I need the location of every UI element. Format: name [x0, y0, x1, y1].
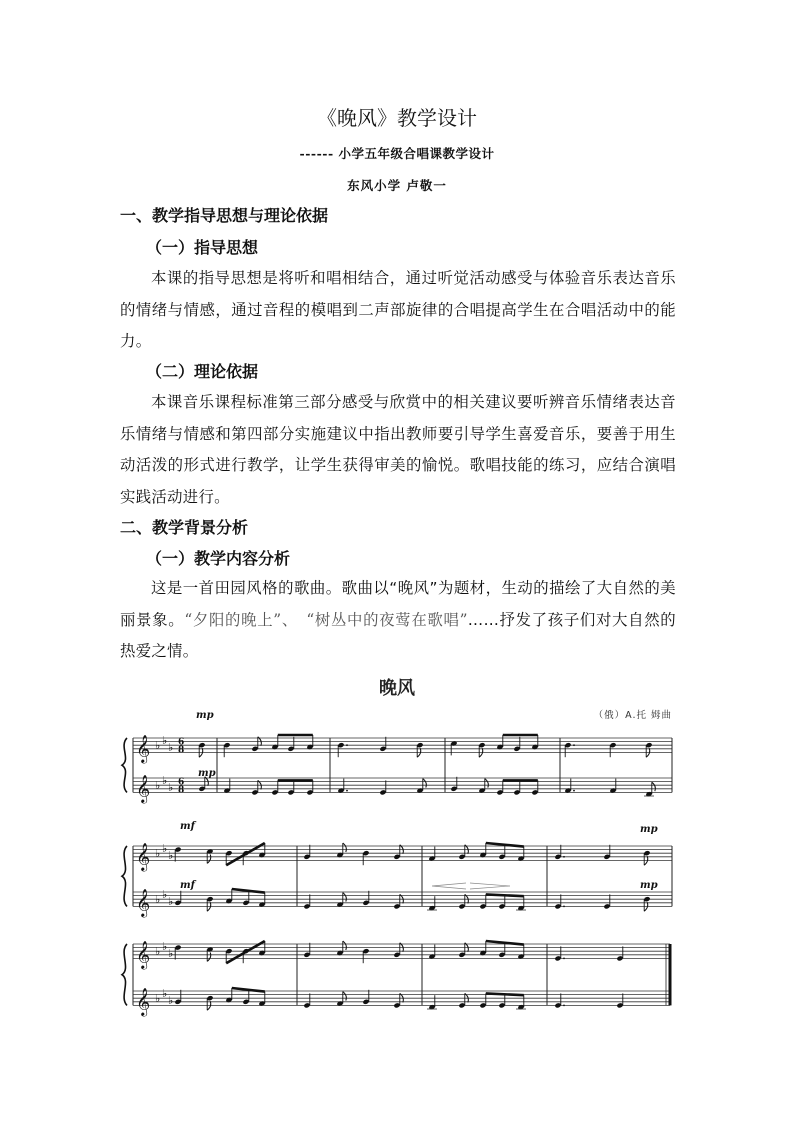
flat-icon: ♭ [168, 947, 174, 960]
time-signature-bottom: 8 [178, 745, 185, 756]
time-signature-top: 6 [178, 777, 185, 788]
time-signature-top: 6 [178, 737, 185, 748]
flat-icon: ♭ [168, 895, 174, 908]
flat-icon: ♭ [155, 893, 161, 907]
time-signature-bottom: 8 [178, 785, 185, 796]
text-part: ……抒发了孩子们对大自然的热爱之情。 [120, 610, 676, 660]
flat-icon: ♭ [162, 841, 168, 855]
brace-icon [122, 738, 127, 792]
beam [486, 993, 524, 995]
treble-clef-icon: 𝄞 [136, 888, 151, 917]
document-title: 《晚风》教学设计 [317, 106, 477, 130]
flat-icon: ♭ [162, 939, 168, 953]
treble-clef-icon: 𝄞 [136, 987, 151, 1016]
paragraph-guiding-idea: 本课的指导思想是将听和唱相结合，通过听觉活动感受与体验音乐表达音乐的情绪与情感，通过音程的模唱到二声部旋律的合唱提高学生在合唱活动中的能力。 [120, 269, 676, 350]
quote-sunset-evening: “夕阳的晚上”、 [184, 610, 291, 629]
flat-icon: ♭ [168, 849, 174, 862]
beam [486, 894, 524, 896]
score-title: 晚风 [379, 678, 415, 699]
quote-nightingale: “树丛中的夜莺在歌唱” [306, 610, 468, 629]
dynamic-marking: mf [180, 821, 195, 832]
flat-icon: ♭ [155, 739, 161, 753]
dynamic-marking: mf [180, 880, 195, 891]
treble-clef-icon: 𝄞 [136, 734, 151, 763]
flat-icon: ♭ [162, 733, 168, 747]
flat-icon: ♭ [155, 847, 161, 861]
flat-icon: ♭ [155, 945, 161, 959]
flat-icon: ♭ [168, 741, 174, 754]
dynamic-marking: mp [196, 710, 214, 721]
flat-icon: ♭ [168, 781, 174, 794]
treble-clef-icon: 𝄞 [136, 842, 151, 871]
text-part: 这是一首田园风格的歌曲。歌曲以“晚风”为题材，生动的描绘了大自然的美丽景象。 [120, 579, 676, 629]
subsection-heading-2-1: （一）教学内容分析 [146, 549, 291, 568]
subsection-heading-1-2: （二）理论依据 [146, 362, 259, 381]
flat-icon: ♭ [162, 887, 168, 901]
document-author: 东风小学 卢敬一 [347, 178, 447, 193]
flat-icon: ♭ [155, 779, 161, 793]
document-subtitle: ------ 小学五年级合唱课教学设计 [299, 146, 495, 161]
brace-icon [122, 846, 127, 906]
decrescendo-hairpin [470, 883, 510, 889]
section-heading-1: 一、教学指导思想与理论依据 [120, 206, 329, 225]
score-composer: （俄）A.托 姆曲 [593, 710, 672, 721]
flat-icon: ♭ [155, 992, 161, 1006]
score-system [122, 940, 670, 1017]
dynamic-marking: mp [198, 768, 216, 779]
flat-icon: ♭ [162, 986, 168, 1000]
paragraph-theory-basis: 本课音乐课程标准第三部分感受与欣赏中的相关建议要听辨音乐情绪表达音乐情绪与情感和第四部分实施建议中指出教师要引导学生喜爱音乐，要善于用生动活泼的形式进行教学，让学生获得审美的愉悦。歌唱技能的练习，应结合演唱实践活动进行。 [120, 393, 676, 506]
score-system [122, 821, 672, 917]
subsection-heading-1-1: （一）指导思想 [146, 238, 259, 257]
section-heading-2: 二、教学背景分析 [120, 518, 249, 537]
treble-clef-icon: 𝄞 [136, 774, 151, 803]
dynamic-marking: mp [640, 824, 658, 835]
treble-clef-icon: 𝄞 [136, 940, 151, 969]
flat-icon: ♭ [168, 994, 174, 1007]
brace-icon [122, 944, 127, 1005]
score-system [122, 710, 672, 803]
crescendo-hairpin [432, 883, 466, 889]
flat-icon: ♭ [162, 773, 168, 787]
dynamic-marking: mp [640, 880, 658, 891]
